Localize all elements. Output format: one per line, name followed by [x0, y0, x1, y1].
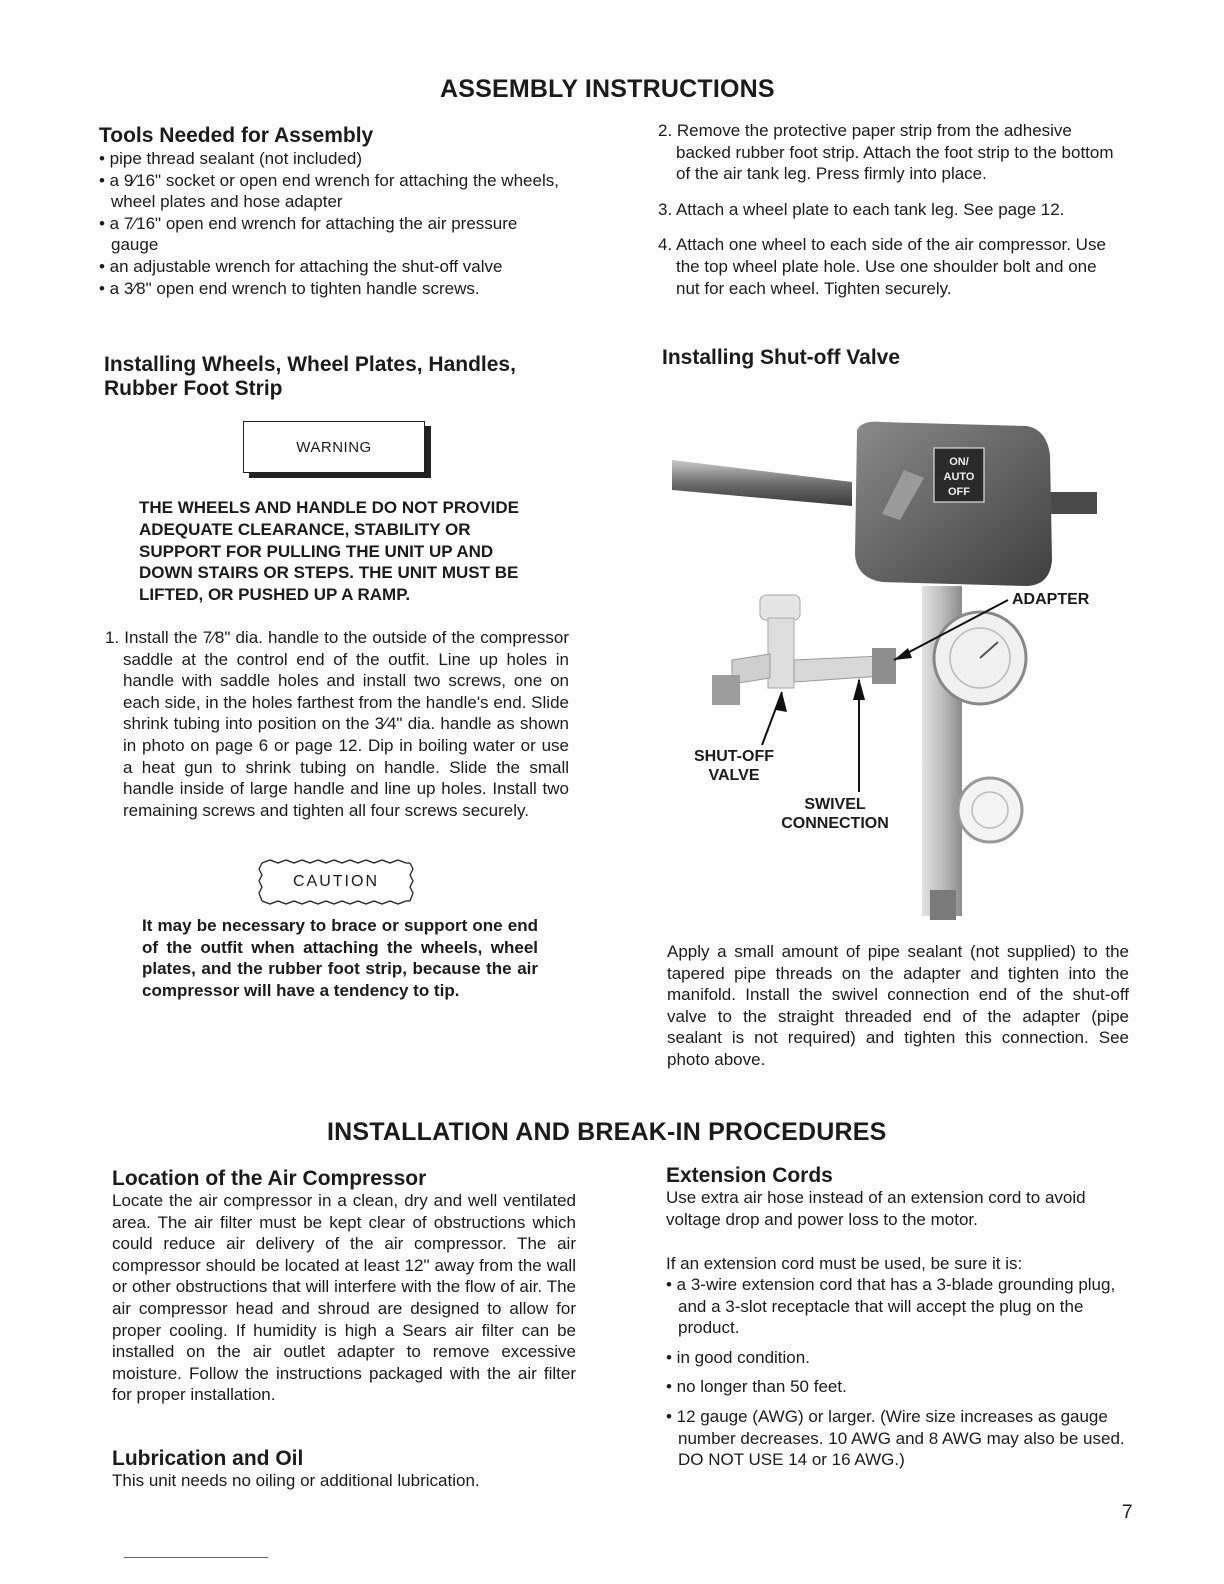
step-1: 1. Install the 7⁄8" dia. handle to the outside of the compressor saddle at the control end of the outfit. Line up holes in handle with saddle holes and install two screws, one on each side, in the holes farthest from the handle's end. Slide shrink tubing into position on the 3⁄4" dia. handle as shown in photo on page 6 or page 12. Dip in boiling water or use a heat gun to shrink tubing on handle. Slide the small handle inside of large handle and line up holes. Install two remaining screws and tighten all four screws securely.: [105, 628, 569, 820]
lubrication-heading: Lubrication and Oil: [112, 1447, 304, 1470]
section-title: INSTALLATION AND BREAK-IN PROCEDURES: [327, 1118, 887, 1146]
warning-box: [243, 421, 425, 473]
caution-text: It may be necessary to brace or support one end of the outfit when attaching the wheels, wheel plates, and the rubber foot strip, because the air compressor will have a tendency to tip.: [142, 916, 538, 1001]
page-title: ASSEMBLY INSTRUCTIONS: [440, 75, 775, 103]
caution-box: [258, 859, 414, 905]
switch-label-off: OFF: [948, 486, 970, 498]
bottom-rule: [124, 1557, 268, 1558]
step-4: 4. Attach one wheel to each side of the air compressor. Use the top wheel plate hole. Use one shoulder bolt and one nut for each wheel. Tighten securely.: [658, 235, 1106, 298]
warning-text: THE WHEELS AND HANDLE DO NOT PROVIDE ADEQUATE CLEARANCE, STABILITY OR SUPPORT FOR PULLING THE UNIT UP AND DOWN STAIRS OR STEPS. THE UNIT MUST BE LIFTED, OR PUSHED UP A RAMP.: [139, 498, 519, 605]
wheels-heading: Installing Wheels, Wheel Plates, Handles, Rubber Foot Strip: [104, 353, 516, 400]
lubrication-text: This unit needs no oiling or additional lubrication.: [112, 1471, 480, 1490]
location-text: Locate the air compressor in a clean, dry and well ventilated area. The air filter must be kept clear of obstructions which could reduce air delivery of the air compressor. The air compressor should be located at least 12" away from the wall or other obstructions that will interfere with the flow of air. The air compressor head and shroud are designed to allow for proper cooling. If humidity is high a Sears air filter can be installed on the air outlet adapter to remove excessive moisture. Follow the instructions packaged with the air filter for proper installation.: [112, 1191, 576, 1405]
valve-text: Apply a small amount of pipe sealant (not supplied) to the tapered pipe threads on the adapter and tighten into the manifold. Install the swivel connection end of the shut-off valve to the straight threaded end of the adapter (pipe sealant is not required) and tighten this connection. See photo above.: [667, 942, 1129, 1069]
switch-label-auto: AUTO: [943, 471, 975, 483]
swivel-connection-label: SWIVEL CONNECTION: [781, 796, 889, 832]
shutoff-valve-photo: [672, 410, 1102, 925]
adapter-label: ADAPTER: [1012, 591, 1090, 608]
warning-label: WARNING: [296, 438, 372, 456]
extension-text: Use extra air hose instead of an extension cord to avoid voltage drop and power loss to the motor.: [666, 1188, 1086, 1229]
list-item: • a 3⁄8" open end wrench to tighten handle screws.: [99, 278, 480, 298]
valve-heading: Installing Shut-off Valve: [662, 346, 901, 369]
steps-2-4: [658, 120, 1124, 313]
extension-intro: If an extension cord must be used, be sure it is:: [666, 1254, 1023, 1273]
switch-label-on: ON/: [949, 456, 969, 468]
page-number: 7: [1122, 1502, 1133, 1523]
shutoff-valve-label: SHUT-OFF VALVE: [694, 748, 774, 784]
list-item: • a 9⁄16" socket or open end wrench for attaching the wheels, wheel plates and hose adapter: [99, 170, 559, 212]
list-item: • in good condition.: [666, 1347, 810, 1367]
list-item: • a 3-wire extension cord that has a 3-blade grounding plug, and a 3-slot receptacle that will accept the plug on the product.: [666, 1275, 1116, 1338]
extension-list: [666, 1274, 1134, 1471]
list-item: • 12 gauge (AWG) or larger. (Wire size increases as gauge number decreases. 10 AWG and 8 AWG may also be used. DO NOT USE 14 or 16 AWG.): [666, 1406, 1125, 1470]
extension-heading: Extension Cords: [666, 1164, 833, 1187]
tools-list: [99, 148, 569, 299]
location-heading: Location of the Air Compressor: [112, 1167, 427, 1190]
step-3: 3. Attach a wheel plate to each tank leg. See page 12.: [658, 199, 1065, 219]
list-item: • an adjustable wrench for attaching the shut-off valve: [99, 256, 503, 276]
list-item: • pipe thread sealant (not included): [99, 149, 363, 168]
caution-label: CAUTION: [293, 873, 379, 890]
step-2: 2. Remove the protective paper strip from the adhesive backed rubber foot strip. Attach the foot strip to the bottom of the air tank leg. Press firmly into place.: [658, 121, 1114, 184]
list-item: • no longer than 50 feet.: [666, 1377, 847, 1397]
list-item: • a 7⁄16" open end wrench for attaching the air pressure gauge: [99, 213, 518, 255]
tools-heading: Tools Needed for Assembly: [99, 124, 374, 147]
